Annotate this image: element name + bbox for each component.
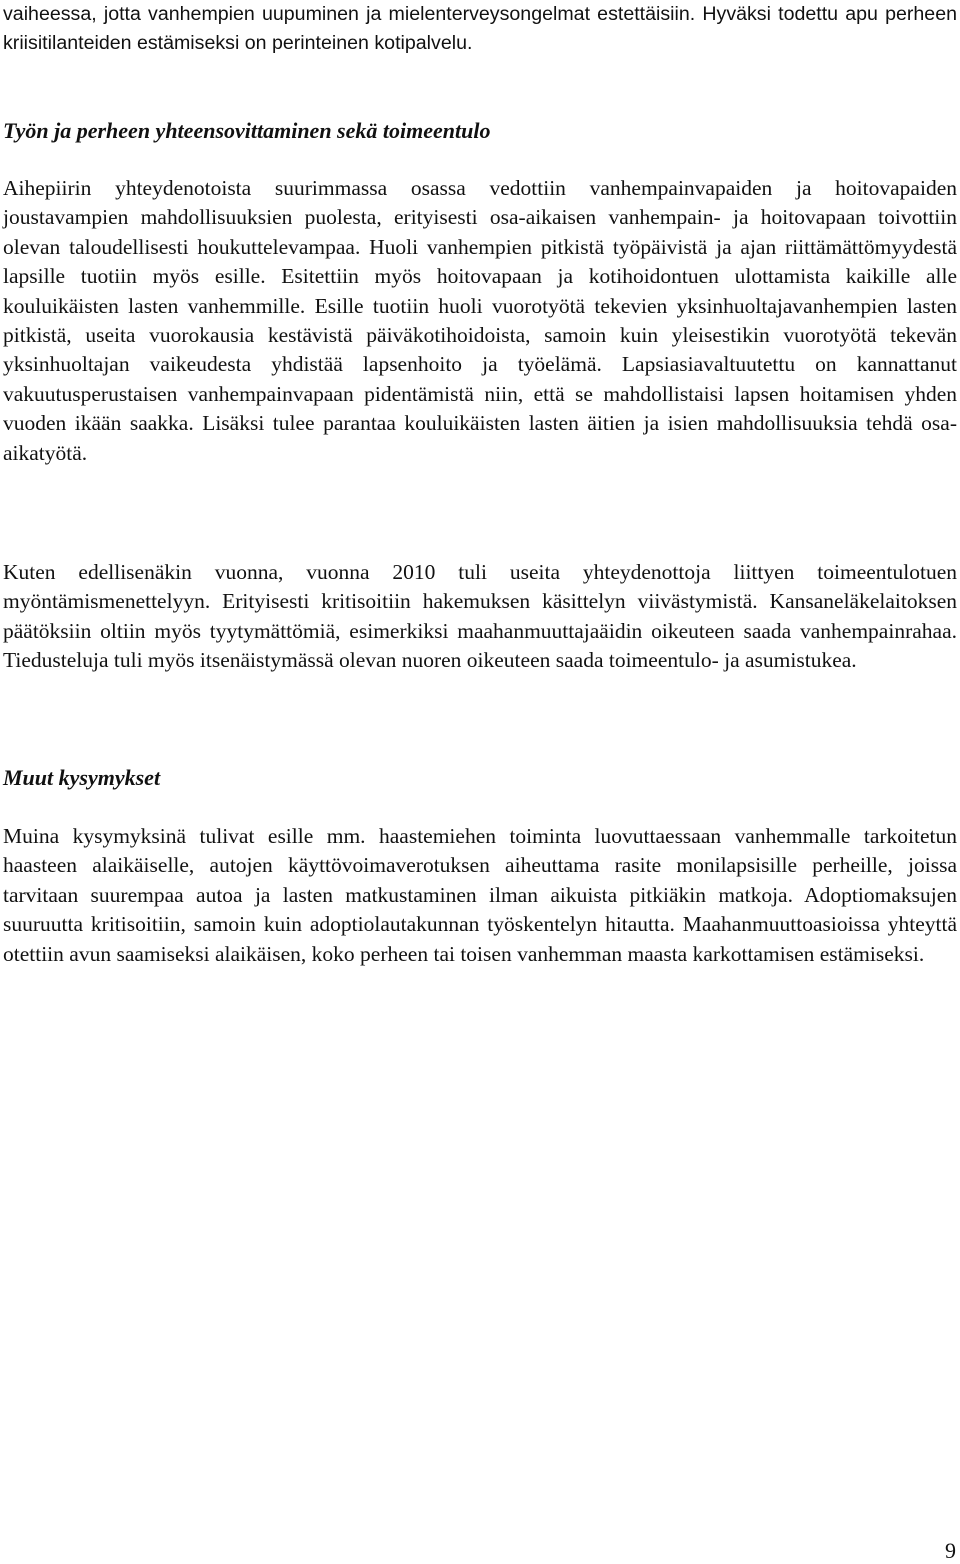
income-support-paragraph: Kuten edellisenäkin vuonna, vuonna 2010 tuli useita yhteydenottoja liittyen toimeentulotuen myöntämismenettelyyn. Erityisesti kritisoitiin hakemuksen käsittelyn viivästymistä. Kansaneläkelaitoksen päätöksiin oltiin myös tyytymättömiä, esimerkiksi maahanmuuttajaäidin oikeuteen saada vanhempainrahaa. Tiedusteluja tuli myös itsenäistymässä olevan nuoren oikeuteen saada toimeentulo- ja asumistukea.	[3, 560, 957, 673]
page-number: 9	[945, 1538, 956, 1563]
intro-paragraph: vaiheessa, jotta vanhempien uupuminen ja mielenterveysongelmat estettäisiin. Hyväksi todettu apu perheen kriisitilanteiden estämiseksi on perinteinen kotipalvelu.	[3, 3, 957, 55]
section-heading-other-questions: Muut kysymykset	[3, 765, 161, 790]
work-family-paragraph: Aihepiirin yhteydenotoista suurimmassa osassa vedottiin vanhempainvapaiden ja hoitovapaiden joustavampien mahdollisuuksien puolesta, erityisesti osa-aikaisen vanhempain- ja hoitovapaan toivottiin olevan taloudellisesti houkuttelevampaa. Huoli vanhempien pitkistä työpäivistä ja ajan riittämättömyydestä lapsille tuotiin myös esille. Esitettiin myös hoitovapaan ja kotihoidontuen ulottamista kaikille alle kouluikäisten lasten vanhemmille. Esille tuotiin huoli vuorotyötä tekevien yksinhuoltajavanhempien lasten pitkistä, useita vuorokausia kestävistä päiväkotihoidoista, samoin kuin yleisestikin vuorotyötä tekevän yksinhuoltajan vaikeudesta yhdistää lapsenhoito ja työelämä. Lapsiasiavaltuutettu on kannattanut vakuutusperustaisen vanhempainvapaan pidentämistä niin, että se mahdollistaisi lapsen hoitamisen yhden vuoden ikään saakka. Lisäksi tulee parantaa kouluikäisten lasten äitien ja isien mahdollisuuksia tehdä osa-aikatyötä.	[3, 176, 957, 465]
other-questions-paragraph: Muina kysymyksinä tulivat esille mm. haastemiehen toiminta luovuttaessaan vanhemmalle tarkoitetun haasteen alaikäiselle, autojen käyttövoimaverotuksen aiheuttama rasite monilapsisille perheille, joissa tarvitaan suurempaa autoa ja lasten matkustaminen ilman aikuista pitkiäkin matkoja. Adoptiomaksujen suuruutta kritisoitiin, samoin kuin adoptiolautakunnan työskentelyn hitautta. Maahanmuuttoasioissa yhteyttä otettiin avun saamiseksi alaikäisen, koko perheen tai toisen vanhemman maasta karkottamisen estämiseksi.	[3, 824, 957, 966]
section-heading-work-family: Työn ja perheen yhteensovittaminen sekä toimeentulo	[3, 118, 491, 143]
